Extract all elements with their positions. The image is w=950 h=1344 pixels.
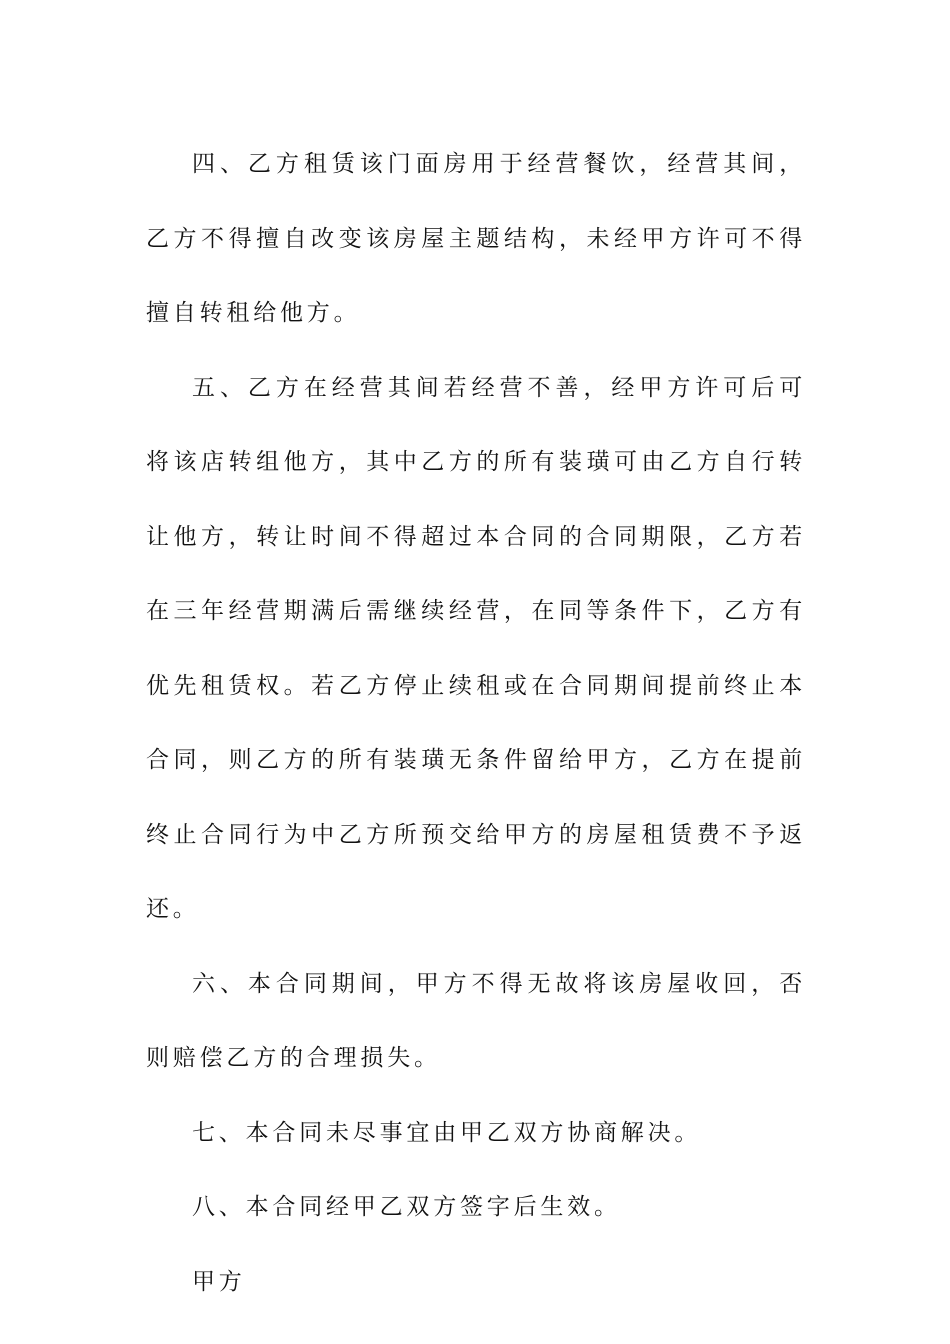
document-body <box>146 127 806 1319</box>
clause-five: 五、乙方在经营其间若经营不善，经甲方许可后可将该店转组他方，其中乙方的所有装璜可由乙方自行转让他方，转让时间不得超过本合同的合同期限，乙方若在三年经营期满后需继续经营，在同等条件下，乙方有优先租赁权。若乙方停止续租或在合同期间提前终止本合同，则乙方的所有装璜无条件留给甲方，乙方在提前终止合同行为中乙方所预交给甲方的房屋租赁费不予返还。 <box>146 374 806 922</box>
clause-six: 六、本合同期间，甲方不得无故将该房屋收回，否则赔偿乙方的合理损失。 <box>146 970 806 1071</box>
party-a-label: 甲方 <box>192 1268 246 1295</box>
clause-eight: 八、本合同经甲乙双方签字后生效。 <box>192 1194 621 1220</box>
clause-four: 四、乙方租赁该门面房用于经营餐饮，经营其间，乙方不得擅自改变该房屋主题结构，未经甲方许可不得擅自转租给他方。 <box>146 151 806 326</box>
clause-seven: 七、本合同未尽事宜由甲乙双方协商解决。 <box>192 1119 702 1146</box>
